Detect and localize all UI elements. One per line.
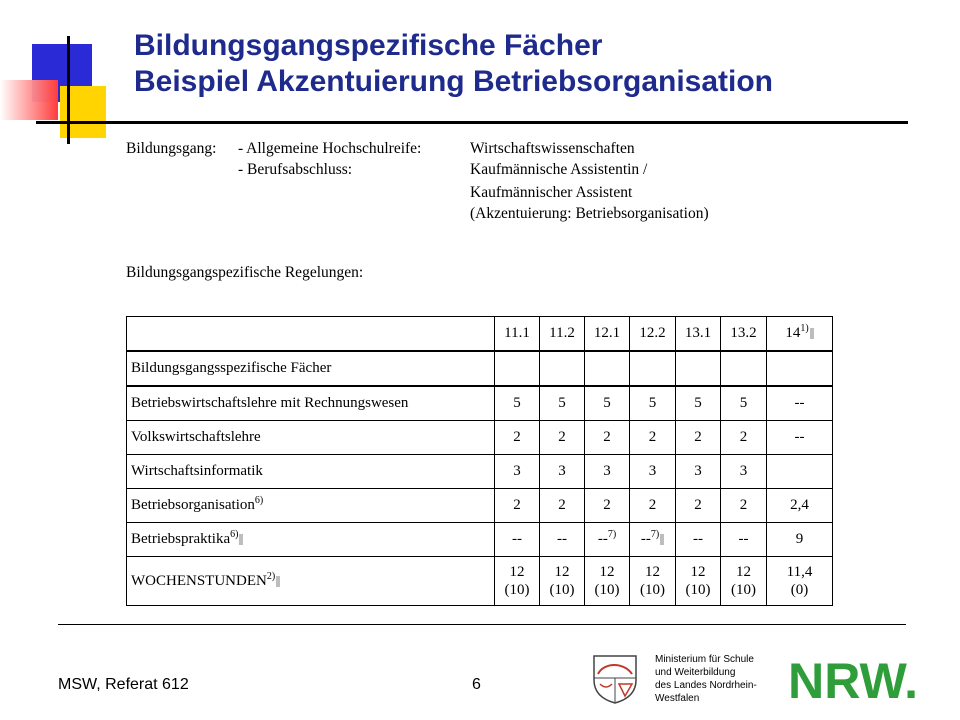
slide-title-line1: Bildungsgangspezifische Fächer xyxy=(134,29,603,62)
table-cell: -- xyxy=(767,386,833,421)
table-cell: -- xyxy=(676,523,721,557)
footnote-ref: 1) xyxy=(800,323,809,334)
total-value: 12 xyxy=(690,564,706,580)
table-row xyxy=(127,421,833,455)
table-cell: 3 xyxy=(495,455,540,489)
bildungsgang-label: Bildungsgang: xyxy=(126,140,217,157)
table-cell: 3 xyxy=(540,455,585,489)
regulations-table xyxy=(126,316,833,606)
bildungsgang-value-line3: (Akzentuierung: Betriebsorganisation) xyxy=(470,205,709,222)
table-cell: 2 xyxy=(585,489,630,523)
total-value: 12 xyxy=(509,564,525,580)
title-underline xyxy=(36,121,908,124)
revision-marker xyxy=(276,576,280,587)
table-corner-cell xyxy=(127,317,495,352)
table-cell: 3 xyxy=(585,455,630,489)
revision-marker xyxy=(239,534,243,545)
nrw-crest-icon xyxy=(592,654,638,704)
table-cell: -- xyxy=(767,421,833,455)
footer-divider xyxy=(58,624,906,625)
table-cell: 2 xyxy=(676,421,721,455)
total-subvalue: (0) xyxy=(790,582,809,598)
table-cell xyxy=(721,557,767,606)
table-cell xyxy=(585,523,630,557)
row-label-cell xyxy=(127,523,495,557)
column-header: 11.2 xyxy=(540,317,585,352)
bildungsgang-item-berufsabschluss: - Berufsabschluss: xyxy=(238,161,353,178)
table-cell: 2 xyxy=(540,421,585,455)
footnote-ref: 2) xyxy=(266,571,276,582)
total-subvalue: (10) xyxy=(504,582,530,598)
table-section-row xyxy=(127,351,833,386)
table-cell: 2 xyxy=(630,489,676,523)
total-subvalue: (10) xyxy=(685,582,711,598)
footnote-ref: 7) xyxy=(607,529,617,540)
row-label-cell xyxy=(127,557,495,606)
footnote-ref: 7) xyxy=(650,529,660,540)
table-header-row xyxy=(127,317,833,352)
section-header-cell: Bildungsgangsspezifische Fächer xyxy=(127,351,495,386)
ministry-name xyxy=(655,653,757,705)
row-label: Betriebswirtschaftslehre mit Rechnungswesen xyxy=(127,386,495,421)
table-cell xyxy=(767,455,833,489)
total-subvalue: (10) xyxy=(549,582,575,598)
table-cell: 5 xyxy=(630,386,676,421)
table-cell: 2 xyxy=(676,489,721,523)
table-cell: 2 xyxy=(721,489,767,523)
footer-source: MSW, Referat 612 xyxy=(58,676,189,693)
table-cell: 9 xyxy=(767,523,833,557)
slide-title-line2: Beispiel Akzentuierung Betriebsorganisation xyxy=(134,65,774,98)
table-cell: 2 xyxy=(495,489,540,523)
bildungsgang-value-line2: Kaufmännischer Assistent xyxy=(470,184,633,201)
column-header: 12.1 xyxy=(585,317,630,352)
total-value: 12 xyxy=(736,564,751,580)
table-total-row xyxy=(127,557,833,606)
column-header: 13.1 xyxy=(676,317,721,352)
table-cell: 3 xyxy=(676,455,721,489)
ministry-line: des Landes Nordrhein- xyxy=(655,680,757,691)
cell-value: -- xyxy=(640,531,651,547)
table-cell: 5 xyxy=(495,386,540,421)
row-label: Volkswirtschaftslehre xyxy=(127,421,495,455)
table-cell: 5 xyxy=(676,386,721,421)
table-cell: 5 xyxy=(540,386,585,421)
bildungsgang-value-line1: Kaufmännische Assistentin / xyxy=(470,161,648,178)
table-cell: 2,4 xyxy=(767,489,833,523)
table-cell: 5 xyxy=(721,386,767,421)
total-value: 11,4 xyxy=(786,564,813,580)
table-row xyxy=(127,386,833,421)
page-number: 6 xyxy=(472,676,481,693)
table-cell xyxy=(676,557,721,606)
table-cell: 3 xyxy=(630,455,676,489)
table-cell: -- xyxy=(495,523,540,557)
column-header: 11.1 xyxy=(495,317,540,352)
total-subvalue: (10) xyxy=(594,582,620,598)
table-cell: 5 xyxy=(585,386,630,421)
cell-value: -- xyxy=(597,531,608,547)
slide-title xyxy=(134,28,773,100)
table-cell: 2 xyxy=(495,421,540,455)
column-header: 13.2 xyxy=(721,317,767,352)
row-label: WOCHENSTUNDEN xyxy=(131,573,267,589)
revision-marker xyxy=(810,328,814,339)
table-cell xyxy=(630,557,676,606)
table-cell xyxy=(540,557,585,606)
total-value: 12 xyxy=(554,564,570,580)
nrw-logo xyxy=(788,656,930,702)
table-cell: 2 xyxy=(585,421,630,455)
decor-red-square xyxy=(0,80,58,120)
total-value: 12 xyxy=(645,564,660,580)
column-header xyxy=(767,317,833,352)
table-row xyxy=(127,455,833,489)
table-cell: 3 xyxy=(721,455,767,489)
ministry-line: Westfalen xyxy=(655,693,700,704)
decor-vertical-line xyxy=(67,36,70,144)
total-subvalue: (10) xyxy=(640,582,665,598)
nrw-logo-text: NRW. xyxy=(788,656,918,702)
bildungsgang-item-hochschulreife: - Allgemeine Hochschulreife: xyxy=(238,140,422,157)
row-label: Wirtschaftsinformatik xyxy=(127,455,495,489)
table-cell xyxy=(630,523,676,557)
table-cell: -- xyxy=(540,523,585,557)
row-label: Betriebsorganisation xyxy=(131,497,255,513)
column-header: 12.2 xyxy=(630,317,676,352)
total-value: 12 xyxy=(599,564,615,580)
table-cell xyxy=(585,557,630,606)
row-label-cell xyxy=(127,489,495,523)
footnote-ref: 6) xyxy=(254,495,264,506)
table-cell xyxy=(495,557,540,606)
ministry-line: und Weiterbildung xyxy=(655,667,736,678)
table-row xyxy=(127,489,833,523)
footnote-ref: 6) xyxy=(230,529,239,540)
regulations-heading: Bildungsgangspezifische Regelungen: xyxy=(126,264,364,281)
column-header-label: 14 xyxy=(785,325,801,341)
table-cell: 2 xyxy=(540,489,585,523)
total-subvalue: (10) xyxy=(731,582,756,598)
table-cell xyxy=(767,557,833,606)
table-cell: 2 xyxy=(721,421,767,455)
table-cell: 2 xyxy=(630,421,676,455)
ministry-line: Ministerium für Schule xyxy=(655,654,754,665)
bildungsgang-value-hochschulreife: Wirtschaftswissenschaften xyxy=(470,140,635,157)
table-cell: -- xyxy=(721,523,767,557)
table-row xyxy=(127,523,833,557)
revision-marker xyxy=(660,534,664,545)
row-label: Betriebspraktika xyxy=(131,531,231,547)
